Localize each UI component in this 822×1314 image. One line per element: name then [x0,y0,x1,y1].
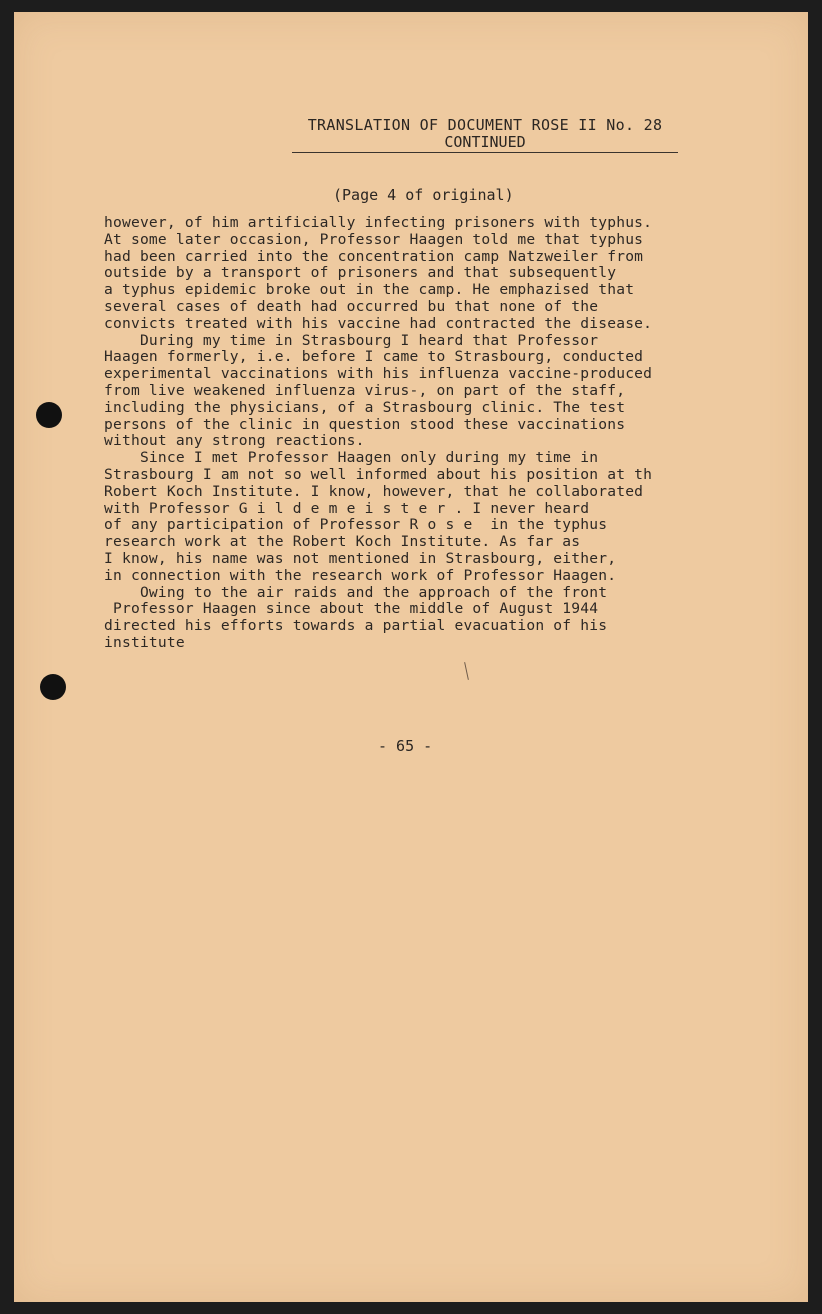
body-line: of any participation of Professor R o s e in the typhus [104,516,608,534]
body-line: Since I met Professor Haagen only during my time in [104,449,599,467]
body-line: I know, his name was not mentioned in Strasbourg, either, [104,549,617,567]
pencil-mark [464,662,469,680]
body-line: At some later occasion, Professor Haagen told me that typhus [104,230,644,248]
body-text [104,215,714,652]
body-line: Owing to the air raids and the approach of the front [104,583,608,601]
body-line: convicts treated with his vaccine had contracted the disease. [104,314,653,332]
body-line: institute [104,633,185,651]
body-line: Robert Koch Institute. I know, however, that he collaborated [104,482,644,500]
body-line: Professor Haagen since about the middle of August 1944 [104,600,599,618]
body-line: with Professor G i l d e m e i s t e r . I never heard [104,499,590,517]
body-line: several cases of death had occurred bu that none of the [104,297,599,315]
body-line: in connection with the research work of Professor Haagen. [104,566,617,584]
document-page [14,12,808,1302]
body-line: had been carried into the concentration camp Natzweiler from [104,247,644,265]
header-title: TRANSLATION OF DOCUMENT ROSE II No. 28 [307,116,663,134]
body-line: experimental vaccinations with his influenza vaccine-produced [104,365,653,383]
punch-hole [40,674,66,700]
page-reference: (Page 4 of original) [333,186,514,204]
body-line: including the physicians, of a Strasbourg clinic. The test [104,398,626,416]
body-line: During my time in Strasbourg I heard that Professor [104,331,599,349]
body-line: a typhus epidemic broke out in the camp. He emphazised that [104,281,635,299]
body-line: from live weakened influenza virus-, on part of the staff, [104,381,626,399]
body-line: however, of him artificially infecting prisoners with typhus. [104,214,653,231]
header-subtitle: CONTINUED [444,133,526,151]
body-line: directed his efforts towards a partial evacuation of his [104,617,608,635]
body-line: Haagen formerly, i.e. before I came to Strasbourg, conducted [104,348,644,366]
page-number: - 65 - [378,737,433,755]
body-line: persons of the clinic in question stood these vaccinations [104,415,626,433]
body-line: Strasbourg I am not so well informed about his position at th [104,465,653,483]
punch-hole [36,402,62,428]
body-line: without any strong reactions. [104,432,365,450]
body-line: research work at the Robert Koch Institute. As far as [104,533,581,551]
body-line: outside by a transport of prisoners and that subsequently [104,264,617,282]
document-header [292,117,678,153]
header-underline [292,152,678,153]
